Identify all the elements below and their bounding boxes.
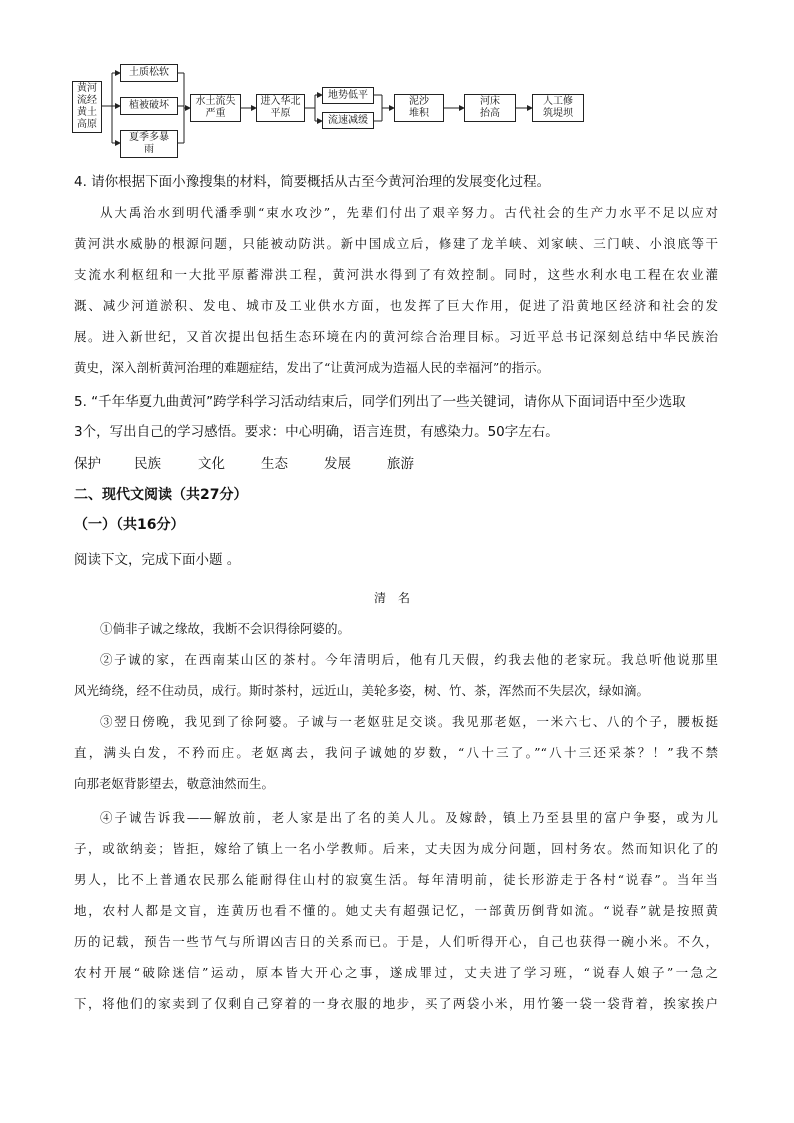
article-line: 地，农村人都是文盲，连黄历也看不懂的。她丈夫有超强记忆，一部黄历倒背如流。“说春”就是按照黄	[74, 903, 718, 918]
material-line: 支流水利枢纽和一大批平原蓄滞洪工程，黄河洪水得到了有效控制。同时，这些水利水电工程在农业灌	[74, 267, 718, 282]
article-paragraph-3-cont	[74, 737, 718, 768]
article-line: ①倘非子诚之缘故，我断不会识得徐阿婆的。	[100, 621, 351, 636]
flow-terrain-box-2	[322, 112, 374, 129]
material-line: 黄史，深入剖析黄河治理的难题症结，发出了“让黄河成为造福人民的幸福河”的指示。	[74, 360, 550, 375]
flow-cause-label-2: 植被破坏	[129, 100, 169, 111]
material-line: 溉、减少河道淤积、发电、城市及工业供水方面，也发挥了巨大作用，促进了沿黄地区经济和社会的发	[74, 298, 718, 313]
keyword: 民族	[134, 456, 161, 472]
material-line: 从大禹治水到明代潘季驯“束水攻沙”，先辈们付出了艰辛努力。古代社会的生产力水平不足以应对	[100, 205, 718, 220]
article-line: 风光绮绕，经不住动员，成行。斯时茶村，远近山，美轮多姿，树、竹、茶，浑然而不失层次，绿如滴。	[74, 683, 650, 698]
article-line: 男人，比不上普通农民那么能耐得住山村的寂寞生活。每年清明前，徒长形游走于各村“说春”。当年当	[74, 872, 718, 887]
flow-erosion-box	[190, 94, 241, 122]
flow-riverbed-label: 河床抬高	[480, 96, 500, 119]
keyword: 文化	[198, 456, 225, 472]
article-line: 向那老妪背影望去，敬意油然而生。	[74, 776, 275, 791]
article-line: ④子诚告诉我——解放前，老人家是出了名的美人儿。及嫁龄，镇上乃至县里的富户争娶，或为儿	[100, 810, 718, 825]
section-heading: 二、现代文阅读（共27分）	[74, 487, 248, 503]
article-paragraph-4-cont	[74, 988, 718, 1019]
article-line: ②子诚的家，在西南某山区的茶村。今年清明后，他有几天假，约我去他的老家玩。我总听他说那里	[100, 652, 718, 667]
reading-instruction: 阅读下文，完成下面小题 。	[74, 552, 241, 568]
subsection-heading: （一）（共16分）	[74, 517, 185, 533]
article-paragraph-2-cont	[74, 675, 718, 706]
flow-silt-box	[394, 94, 444, 122]
article-line: 历的记载，预告一些节气与所谓凶吉日的关系而已。于是，人们听得开心，自己也获得一碗小米。不久，	[74, 934, 718, 949]
question-5-prompt-cont: 3个，写出自己的学习感悟。要求：中心明确，语言连贯，有感染力。50字左右。	[74, 424, 559, 440]
question-4-material-cont	[74, 228, 718, 259]
flow-terrain-label-1: 地势低平	[328, 89, 368, 101]
article-paragraph-3-cont	[74, 768, 718, 799]
flow-silt-label: 泥沙堆积	[409, 96, 429, 119]
flow-dike-label: 人工修筑堤坝	[543, 96, 573, 119]
flow-plain-label: 进入华北平原	[260, 96, 301, 119]
article-line: 直，满头白发，不矜而庄。老妪离去，我问子诚她的岁数，“八十三了。”“八十三还采茶？！”我不禁	[74, 745, 718, 760]
article-line: 下，将他们的家卖到了仅剩自己穿着的一身衣服的地步，买了两袋小米，用竹篓一袋一袋背着，挨家挨户	[74, 996, 718, 1011]
flow-cause-box-2	[120, 97, 178, 115]
article-line: ③翌日傍晚，我见到了徐阿婆。子诚与一老妪驻足交谈。我见那老妪，一米六七、八的个子，腰板挺	[100, 714, 718, 729]
cause-flowchart	[72, 64, 592, 164]
keyword: 旅游	[387, 456, 414, 472]
article-paragraph-4-cont	[74, 895, 718, 926]
keyword: 发展	[324, 456, 351, 472]
flow-terrain-box-1	[322, 87, 374, 104]
article-paragraph-1	[100, 613, 718, 644]
question-4-material-cont	[74, 352, 718, 383]
flow-dike-box	[532, 94, 584, 122]
flow-cause-box-3	[120, 130, 178, 158]
question-5-prompt: 5. “千年华夏九曲黄河”跨学科学习活动结束后，同学们列出了一些关键词，请你从下面词语中至少选取	[74, 394, 686, 410]
question-4-material-cont	[74, 290, 718, 321]
article-paragraph-4-cont	[74, 864, 718, 895]
question-4-material-cont	[74, 259, 718, 290]
flow-terrain-label-2: 流速减缓	[328, 114, 368, 126]
flow-cause-label-3: 夏季多暴雨	[129, 132, 169, 155]
article-paragraph-4	[100, 802, 718, 833]
question-4-material-cont	[74, 321, 718, 352]
keyword: 保护	[74, 456, 101, 472]
flow-start-label: 黄河流经黄土高原	[77, 83, 97, 130]
article-line: 子，或欲纳妾；皆拒，嫁给了镇上一名小学教师。后来，丈夫因为成分问题，回村务农。然而知识化了的	[74, 841, 718, 856]
flow-start-box	[72, 81, 102, 133]
article-paragraph-4-cont	[74, 957, 718, 988]
material-line: 黄河洪水威胁的根源问题，只能被动防洪。新中国成立后，修建了龙羊峡、刘家峡、三门峡、小浪底等干	[74, 236, 718, 251]
article-paragraph-4-cont	[74, 926, 718, 957]
question-4-prompt: 4. 请你根据下面小豫搜集的材料，简要概括从古至今黄河治理的发展变化过程。	[74, 174, 551, 190]
flow-erosion-label: 水土流失严重	[195, 96, 236, 119]
material-line: 展。进入新世纪，又首次提出包括生态环境在内的黄河综合治理目标。习近平总书记深刻总结中华民族治	[74, 329, 718, 344]
article-line: 农村开展“破除迷信”运动，原本皆大开心之事，遂成罪过，丈夫进了学习班，“说春人娘子”一急之	[74, 965, 718, 980]
article-paragraph-2	[100, 644, 718, 675]
article-paragraph-4-cont	[74, 833, 718, 864]
keyword: 生态	[261, 456, 288, 472]
flow-cause-label-1: 土质松软	[129, 67, 169, 78]
question-4-material	[74, 197, 718, 228]
flow-riverbed-box	[464, 94, 516, 122]
flow-plain-box	[256, 94, 305, 122]
article-title: 清 名	[374, 591, 411, 605]
flow-cause-box-1	[120, 64, 178, 82]
article-paragraph-3	[100, 706, 718, 737]
